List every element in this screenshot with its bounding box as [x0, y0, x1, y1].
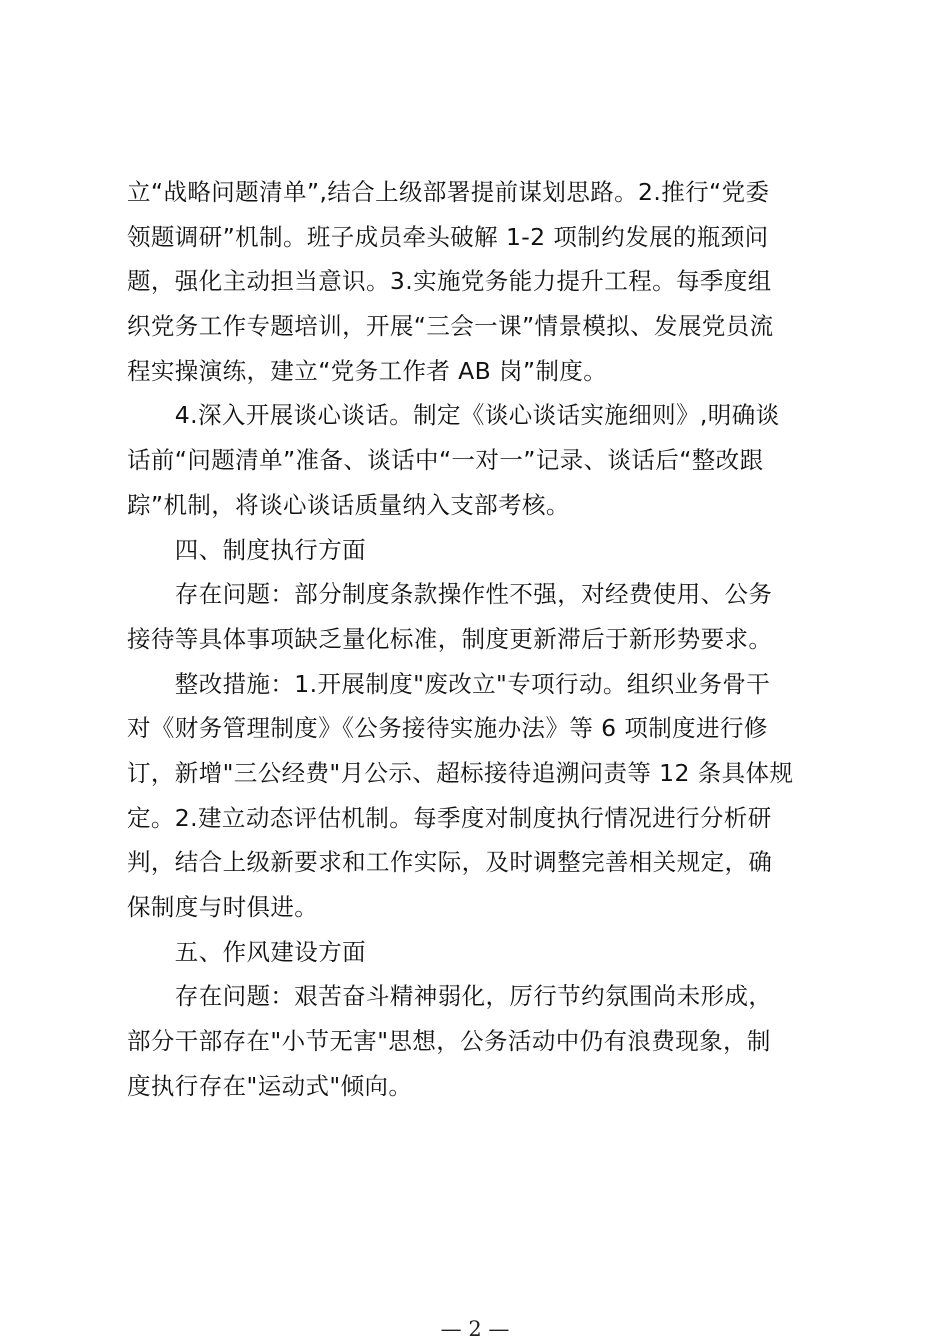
page-number: — 2 —: [440, 1317, 510, 1341]
text-line: 存在问题：部分制度条款操作性不强，对经费使用、公务: [127, 580, 773, 609]
text-line: 判，结合上级新要求和工作实际，及时调整完善相关规定，确: [127, 848, 773, 877]
text-line: 存在问题：艰苦奋斗精神弱化，厉行节约氛围尚未形成，: [127, 982, 773, 1011]
text-line: 立“战略问题清单”,结合上级部署提前谋划思路。2.推行“党委: [127, 178, 770, 206]
text-line: 定。2.建立动态评估机制。每季度对制度执行情况进行分析研: [127, 803, 772, 832]
body-text: [127, 170, 832, 1108]
text-line: 4.深入开展谈心谈话。制定《谈心谈话实施细则》,明确谈: [127, 401, 780, 430]
text-line: 保制度与时俱进。: [127, 893, 319, 921]
text-line: 题，强化主动担当意识。3.实施党务能力提升工程。每季度组: [127, 267, 772, 296]
text-line: 度执行存在"运动式"倾向。: [127, 1071, 413, 1100]
text-line: 部分干部存在"小节无害"思想，公务活动中仍有浪费现象，制: [127, 1027, 771, 1056]
text-line: 订，新增"三公经费"月公示、超标接待追溯问责等 12 条具体规: [127, 758, 794, 787]
text-line: 整改措施：1.开展制度"废改立"专项行动。组织业务骨干: [127, 669, 771, 698]
text-line: 领题调研”机制。班子成员牵头破解 1-2 项制约发展的瓶颈问: [127, 222, 769, 251]
text-line: 踪”机制，将谈心谈话质量纳入支部考核。: [127, 490, 570, 519]
text-line: 话前“问题清单”准备、谈话中“一对一”记录、谈话后“整改跟: [127, 446, 764, 475]
section-heading: 五、作风建设方面: [127, 937, 366, 966]
text-line: 对《财务管理制度》《公务接待实施办法》等 6 项制度进行修: [127, 714, 768, 743]
text-line: 织党务工作专题培训，开展“三会一课”情景模拟、发展党员流: [127, 312, 774, 341]
text-line: 接待等具体事项缺乏量化标准，制度更新滞后于新形势要求。: [127, 624, 773, 653]
text-line: 程实操演练，建立“党务工作者 AB 岗”制度。: [127, 356, 608, 385]
section-heading: 四、制度执行方面: [127, 535, 366, 564]
